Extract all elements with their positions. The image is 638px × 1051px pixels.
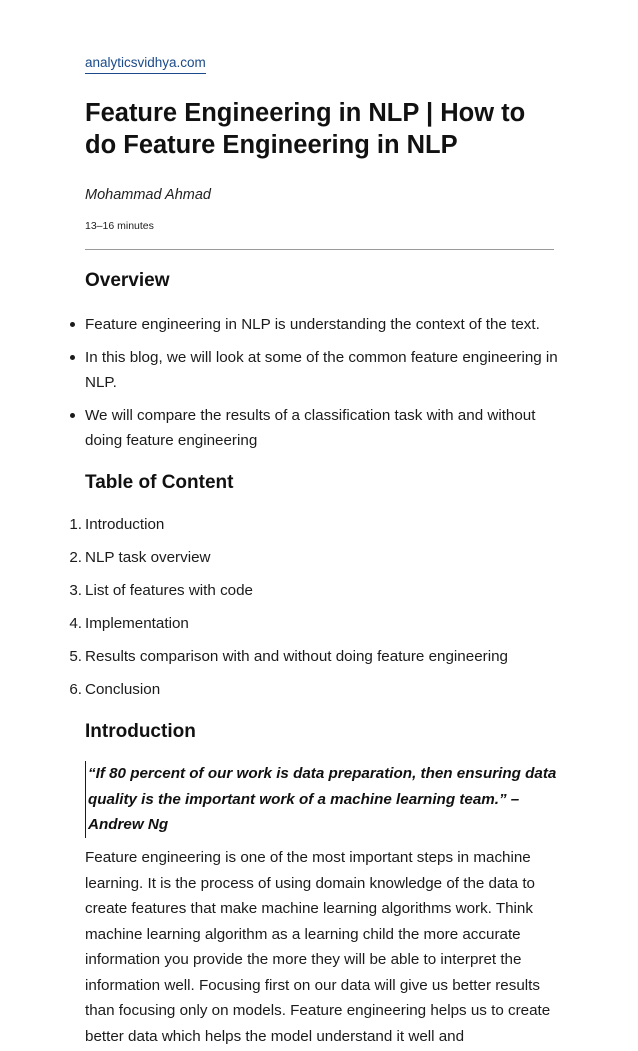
list-item: We will compare the results of a classification task with and without doing feature engineering [85, 403, 563, 454]
list-item: In this blog, we will look at some of the common feature engineering in NLP. [85, 345, 563, 396]
toc-item [69, 677, 555, 710]
pull-quote: “If 80 percent of our work is data preparation, then ensuring data quality is the important work of a machine learning team.” – Andrew Ng [85, 761, 558, 838]
toc-item-label: List of features with code [85, 582, 253, 599]
toc-list [69, 512, 555, 710]
toc-item-number: 5. [69, 648, 82, 665]
article-author: Mohammad Ahmad [85, 187, 211, 203]
toc-item [69, 545, 555, 578]
toc-item-number: 3. [69, 582, 82, 599]
source-link[interactable]: analyticsvidhya.com [85, 55, 206, 74]
toc-item-label: Conclusion [85, 681, 161, 698]
toc-item-label: Results comparison with and without doing feature engineering [85, 648, 508, 665]
toc-item [69, 644, 555, 677]
toc-item [69, 512, 555, 545]
toc-item [69, 578, 555, 611]
toc-item [69, 611, 555, 644]
toc-item-label: NLP task overview [85, 549, 211, 566]
toc-item-number: 2. [69, 549, 82, 566]
toc-item-number: 1. [69, 516, 82, 533]
introduction-paragraph: Feature engineering is one of the most important steps in machine learning. It is the process of using domain knowledge of the data to create features that make machine learning algorithms work. Think machine learning algorithm as a learning child the more accurate information you provide the more they will be able to interpret the information well. Focusing first on our data will give us better results than focusing only on models. Feature engineering helps us to create better data which helps the model understand it well and [85, 849, 551, 1045]
overview-heading: Overview [85, 270, 170, 291]
toc-item-number: 4. [69, 615, 82, 632]
introduction-heading: Introduction [85, 721, 196, 742]
toc-heading: Table of Content [85, 472, 234, 493]
toc-item-label: Introduction [85, 516, 165, 533]
header-divider [85, 249, 554, 250]
overview-list [85, 312, 563, 461]
toc-item-number: 6. [69, 681, 82, 698]
article-title: Feature Engineering in NLP | How to do Feature Engineering in NLP [85, 99, 526, 159]
read-time: 13–16 minutes [85, 220, 154, 232]
toc-item-label: Implementation [85, 615, 189, 632]
list-item: Feature engineering in NLP is understanding the context of the text. [85, 312, 563, 338]
